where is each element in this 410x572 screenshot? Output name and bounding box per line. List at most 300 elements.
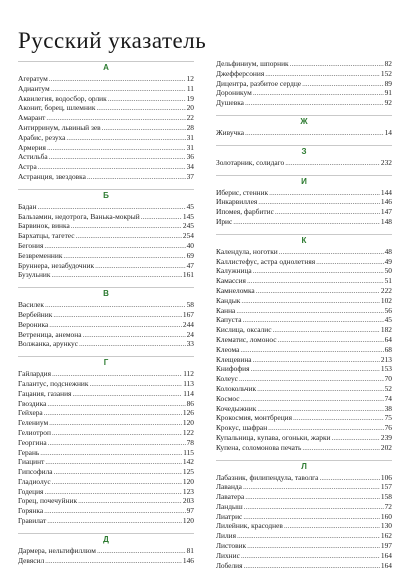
entry-page-number: 106 — [380, 472, 392, 482]
leader-dots — [239, 374, 384, 384]
index-entry — [18, 379, 194, 389]
entry-name: Астранция, звездовка — [18, 171, 86, 181]
leader-dots — [79, 339, 186, 349]
entry-name: Камнеломка — [216, 285, 255, 295]
leader-dots — [257, 384, 383, 394]
leader-dots — [241, 296, 380, 306]
leader-dots — [66, 133, 185, 143]
entry-page-number: 122 — [182, 427, 194, 437]
entry-page-number: 68 — [384, 344, 392, 354]
entry-page-number: 86 — [186, 398, 194, 408]
leader-dots — [244, 502, 384, 512]
entry-page-number: 45 — [384, 315, 392, 325]
entry-page-number: 167 — [182, 309, 194, 319]
entry-page-number: 152 — [380, 68, 392, 78]
entry-name: Лаватера — [216, 492, 245, 502]
index-entry — [216, 443, 392, 453]
index-entry — [216, 306, 392, 316]
leader-dots — [63, 251, 185, 261]
index-entry — [216, 482, 392, 492]
entry-name: Лихнис — [216, 550, 240, 560]
index-entry — [216, 374, 392, 384]
entry-page-number: 158 — [380, 492, 392, 502]
leader-dots — [284, 521, 380, 531]
index-column-right — [216, 59, 392, 570]
index-entry — [216, 521, 392, 531]
entry-page-number: 91 — [384, 88, 392, 98]
entry-page-number: 125 — [182, 467, 194, 477]
index-entry — [216, 98, 392, 108]
leader-dots — [253, 355, 380, 365]
leader-dots — [269, 188, 380, 198]
section-letter: В — [18, 287, 194, 298]
index-entry — [216, 315, 392, 325]
index-entry — [18, 241, 194, 251]
entry-page-number: 203 — [182, 496, 194, 506]
entry-page-number: 92 — [384, 98, 392, 108]
index-column-left — [18, 61, 194, 565]
section-gap — [216, 168, 392, 175]
leader-dots — [243, 482, 380, 492]
leader-dots — [247, 541, 380, 551]
index-entry — [18, 467, 194, 477]
entry-page-number: 197 — [380, 541, 392, 551]
entry-page-number: 20 — [186, 103, 194, 113]
entry-name: Клематис, ломонос — [216, 334, 277, 344]
section-gap — [18, 182, 194, 189]
index-entry — [18, 428, 194, 438]
section-gap — [216, 227, 392, 234]
entry-page-number: 45 — [186, 201, 194, 211]
entry-name: Бальзамин, недотрога, Ванька-мокрый — [18, 211, 140, 221]
index-entry — [18, 300, 194, 310]
entry-name: Гейхера — [18, 408, 43, 418]
entry-name: Лилия — [216, 531, 237, 541]
entry-page-number: 78 — [186, 437, 194, 447]
index-entry — [216, 413, 392, 423]
entry-name: Герань — [18, 447, 40, 457]
index-entry — [216, 492, 392, 502]
entry-name: Лилейник, красоднев — [216, 521, 283, 531]
section-letter: Д — [18, 533, 194, 544]
leader-dots — [243, 315, 384, 325]
index-entry — [216, 335, 392, 345]
leader-dots — [87, 172, 186, 182]
index-entry — [18, 221, 194, 231]
entry-name: Лабазник, филипендула, таволга — [216, 472, 319, 482]
entry-page-number: 144 — [380, 187, 392, 197]
entry-page-number: 22 — [186, 113, 194, 123]
index-entry — [18, 270, 194, 280]
index-entry — [216, 276, 392, 286]
entry-page-number: 12 — [186, 74, 194, 83]
entry-page-number: 82 — [384, 59, 392, 68]
leader-dots — [54, 467, 182, 477]
index-entry — [18, 310, 194, 320]
index-entry — [216, 404, 392, 414]
leader-dots — [48, 438, 186, 448]
entry-page-number: 50 — [384, 266, 392, 276]
entry-page-number: 222 — [380, 285, 392, 295]
entry-name: Гелиотроп — [18, 427, 51, 437]
index-entry — [216, 217, 392, 227]
entry-name: Аквилегия, водосбор, орлик — [18, 93, 107, 103]
index-entry — [216, 88, 392, 98]
index-entry — [18, 152, 194, 162]
leader-dots — [51, 270, 181, 280]
leader-dots — [293, 413, 384, 423]
entry-page-number: 164 — [380, 560, 392, 570]
entry-name: Инкарвиллея — [216, 197, 258, 207]
entry-page-number: 126 — [182, 408, 194, 418]
leader-dots — [49, 418, 182, 428]
entry-name: Купальница, купава, огоньки, жарки — [216, 432, 331, 442]
index-entry — [18, 399, 194, 409]
entry-page-number: 120 — [182, 516, 194, 526]
leader-dots — [51, 84, 186, 94]
entry-name: Агератум — [18, 74, 48, 83]
index-entry — [216, 473, 392, 483]
index-entry — [216, 384, 392, 394]
leader-dots — [316, 257, 383, 267]
leader-dots — [97, 546, 186, 556]
leader-dots — [236, 306, 383, 316]
index-entry — [216, 512, 392, 522]
entry-name: Канна — [216, 305, 236, 315]
index-entry — [216, 531, 392, 541]
entry-page-number: 146 — [380, 197, 392, 207]
index-entry — [18, 477, 194, 487]
entry-page-number: 145 — [182, 211, 194, 221]
leader-dots — [233, 217, 380, 227]
entry-page-number: 146 — [182, 555, 194, 565]
leader-dots — [44, 487, 181, 497]
entry-name: Кочедыжник — [216, 403, 257, 413]
index-entry — [18, 251, 194, 261]
index-entry — [216, 561, 392, 571]
entry-name: Волжанка, арункус — [18, 339, 79, 349]
entry-name: Живучка — [216, 127, 244, 137]
index-entry — [216, 325, 392, 335]
entry-page-number: 161 — [182, 270, 194, 280]
leader-dots — [78, 496, 182, 506]
entry-name: Иберис, стенник — [216, 187, 269, 197]
entry-page-number: 76 — [384, 423, 392, 433]
section-letter: Б — [18, 189, 194, 200]
leader-dots — [47, 516, 182, 526]
leader-dots — [253, 88, 384, 98]
index-entry — [18, 496, 194, 506]
entry-name: Бадан — [18, 201, 37, 211]
section-gap — [18, 280, 194, 287]
entry-page-number: 72 — [384, 501, 392, 511]
leader-dots — [285, 158, 380, 168]
entry-name: Галантус, подснежник — [18, 378, 89, 388]
entry-name: Барвинок, винка — [18, 221, 70, 231]
entry-page-number: 31 — [186, 132, 194, 142]
entry-name: Гацания, газания — [18, 388, 72, 398]
index-entry — [18, 556, 194, 566]
entry-name: Клещевина — [216, 354, 252, 364]
entry-page-number: 162 — [380, 531, 392, 541]
index-entry — [216, 197, 392, 207]
leader-dots — [53, 310, 182, 320]
index-entry — [216, 266, 392, 276]
entry-name: Колеус — [216, 374, 238, 384]
index-entry — [216, 394, 392, 404]
index-entry — [216, 551, 392, 561]
leader-dots — [52, 369, 182, 379]
entry-page-number: 14 — [384, 127, 392, 137]
leader-dots — [47, 399, 185, 409]
leader-dots — [332, 433, 380, 443]
entry-name: Бархатцы, тагетес — [18, 231, 75, 241]
leader-dots — [44, 241, 185, 251]
entry-name: Клеома — [216, 344, 240, 354]
entry-page-number: 239 — [380, 432, 392, 442]
entry-name: Душевка — [216, 98, 244, 108]
entry-page-number: 64 — [384, 334, 392, 344]
leader-dots — [240, 345, 383, 355]
index-entry — [18, 448, 194, 458]
index-entry — [18, 212, 194, 222]
entry-page-number: 142 — [182, 457, 194, 467]
entry-name: Ипомея, фарбитис — [216, 207, 274, 217]
entry-page-number: 182 — [380, 325, 392, 335]
entry-page-number: 232 — [380, 157, 392, 167]
entry-page-number: 164 — [380, 550, 392, 560]
entry-page-number: 120 — [182, 476, 194, 486]
entry-name: Горянка — [18, 506, 44, 516]
index-entry — [18, 94, 194, 104]
entry-page-number: 70 — [384, 374, 392, 384]
entry-page-number: 254 — [182, 231, 194, 241]
index-entry — [216, 207, 392, 217]
leader-dots — [302, 443, 380, 453]
entry-page-number: 51 — [384, 276, 392, 286]
entry-name: Лаванда — [216, 482, 242, 492]
entry-name: Дармера, нельтифиллюм — [18, 545, 96, 555]
entry-page-number: 153 — [380, 364, 392, 374]
index-entry — [18, 487, 194, 497]
leader-dots — [250, 364, 379, 374]
section-letter: Л — [216, 460, 392, 471]
leader-dots — [72, 389, 182, 399]
entry-page-number: 11 — [186, 83, 194, 93]
entry-name: Гладиолус — [18, 476, 51, 486]
entry-name: Гелениум — [18, 418, 49, 428]
entry-page-number: 58 — [186, 300, 194, 310]
index-entry — [18, 172, 194, 182]
leader-dots — [279, 247, 384, 257]
entry-page-number: 112 — [183, 369, 194, 379]
index-entry — [216, 502, 392, 512]
section-gap — [18, 526, 194, 533]
entry-page-number: 75 — [384, 413, 392, 423]
leader-dots — [45, 300, 186, 310]
index-entry — [216, 423, 392, 433]
entry-name: Горец, почечуйник — [18, 496, 78, 506]
leader-dots — [256, 286, 380, 296]
entry-name: Крокус, шафран — [216, 423, 268, 433]
entry-name: Вероника — [18, 319, 49, 329]
index-entry — [18, 261, 194, 271]
entry-page-number: 130 — [380, 521, 392, 531]
entry-name: Антирринум, львиный зев — [18, 122, 101, 132]
leader-dots — [52, 428, 182, 438]
leader-dots — [82, 330, 185, 340]
entry-page-number: 40 — [186, 240, 194, 250]
index-entry — [216, 59, 392, 69]
entry-page-number: 89 — [384, 78, 392, 88]
entry-page-number: 49 — [384, 256, 392, 266]
index-entry — [18, 320, 194, 330]
leader-dots — [245, 492, 380, 502]
index-entry — [216, 69, 392, 79]
index-entry — [216, 128, 392, 138]
entry-page-number: 19 — [186, 93, 194, 103]
leader-dots — [253, 266, 384, 276]
entry-name: Гипсофила — [18, 467, 53, 477]
entry-page-number: 48 — [384, 246, 392, 256]
index-entry — [18, 330, 194, 340]
leader-dots — [49, 152, 186, 162]
entry-name: Золотарник, солидаго — [216, 157, 285, 167]
section-gap — [216, 108, 392, 115]
entry-name: Георгина — [18, 437, 47, 447]
entry-name: Василек — [18, 300, 45, 310]
index-entry — [18, 84, 194, 94]
entry-name: Вербейник — [18, 309, 53, 319]
entry-name: Гайлардия — [18, 369, 52, 379]
leader-dots — [245, 128, 384, 138]
leader-dots — [46, 113, 185, 123]
leader-dots — [47, 143, 186, 153]
leader-dots — [108, 94, 186, 104]
entry-name: Ландыш — [216, 501, 243, 511]
index-entry — [18, 339, 194, 349]
index-entry — [216, 286, 392, 296]
leader-dots — [45, 457, 182, 467]
leader-dots — [241, 551, 380, 561]
entry-page-number: 74 — [384, 393, 392, 403]
leader-dots — [302, 79, 384, 89]
entry-name: Лиатрис — [216, 511, 243, 521]
entry-name: Капуста — [216, 315, 242, 325]
section-letter: К — [216, 234, 392, 245]
section-gap — [216, 453, 392, 460]
section-letter: А — [18, 61, 194, 72]
entry-page-number: 123 — [182, 486, 194, 496]
entry-name: Астильба — [18, 152, 48, 162]
entry-name: Листовик — [216, 541, 247, 551]
entry-page-number: 244 — [182, 319, 194, 329]
entry-name: Армерия — [18, 142, 46, 152]
entry-page-number: 245 — [182, 221, 194, 231]
entry-page-number: 24 — [186, 329, 194, 339]
entry-page-number: 56 — [384, 305, 392, 315]
index-entry — [216, 541, 392, 551]
entry-page-number: 69 — [186, 250, 194, 260]
index-entry — [18, 457, 194, 467]
entry-name: Календула, ноготки — [216, 246, 278, 256]
index-entry — [216, 257, 392, 267]
leader-dots — [237, 531, 380, 541]
entry-name: Лобелия — [216, 560, 243, 570]
entry-page-number: 115 — [183, 447, 194, 457]
entry-page-number: 34 — [186, 162, 194, 172]
leader-dots — [243, 512, 380, 522]
leader-dots — [244, 561, 380, 571]
index-entry — [216, 355, 392, 365]
entry-page-number: 28 — [186, 122, 194, 132]
leader-dots — [49, 320, 182, 330]
leader-dots — [44, 408, 182, 418]
entry-name: Каллистефус, астра однолетняя — [216, 256, 316, 266]
entry-name: Ветреница, анемона — [18, 329, 82, 339]
entry-name: Гравилат — [18, 516, 47, 526]
leader-dots — [245, 98, 384, 108]
index-entry — [18, 74, 194, 84]
entry-name: Джефферсония — [216, 68, 265, 78]
entry-page-number: 38 — [384, 403, 392, 413]
leader-dots — [319, 473, 379, 483]
entry-page-number: 102 — [380, 295, 392, 305]
leader-dots — [44, 506, 185, 516]
section-letter: З — [216, 145, 392, 156]
index-entry — [216, 345, 392, 355]
leader-dots — [38, 202, 186, 212]
index-entry — [216, 158, 392, 168]
index-entry — [216, 364, 392, 374]
entry-page-number: 213 — [380, 354, 392, 364]
leader-dots — [52, 477, 182, 487]
entry-page-number: 202 — [380, 442, 392, 452]
index-entry — [18, 231, 194, 241]
entry-name: Калужница — [216, 266, 252, 276]
leader-dots — [278, 335, 384, 345]
entry-name: Годеция — [18, 486, 44, 496]
index-entry — [18, 506, 194, 516]
entry-name: Крокосмия, монтбреция — [216, 413, 293, 423]
leader-dots — [95, 261, 185, 271]
entry-page-number: 36 — [186, 152, 194, 162]
leader-dots — [265, 69, 380, 79]
index-entry — [18, 516, 194, 526]
section-gap — [216, 138, 392, 145]
index-entry — [18, 143, 194, 153]
entry-name: Безвременник — [18, 250, 63, 260]
leader-dots — [141, 212, 182, 222]
entry-page-number: 37 — [186, 171, 194, 181]
section-gap — [18, 349, 194, 356]
entry-name: Аконит, борец, шлемник — [18, 103, 96, 113]
index-entry — [216, 79, 392, 89]
section-letter: Г — [18, 356, 194, 367]
entry-page-number: 52 — [384, 383, 392, 393]
entry-name: Камассия — [216, 276, 246, 286]
entry-page-number: 160 — [380, 511, 392, 521]
entry-page-number: 97 — [186, 506, 194, 516]
section-letter: Ж — [216, 115, 392, 126]
entry-name: Астра — [18, 162, 37, 172]
index-entry — [18, 438, 194, 448]
index-entry — [18, 162, 194, 172]
entry-page-number: 147 — [380, 207, 392, 217]
leader-dots — [290, 59, 384, 69]
leader-dots — [257, 404, 383, 414]
leader-dots — [76, 231, 182, 241]
